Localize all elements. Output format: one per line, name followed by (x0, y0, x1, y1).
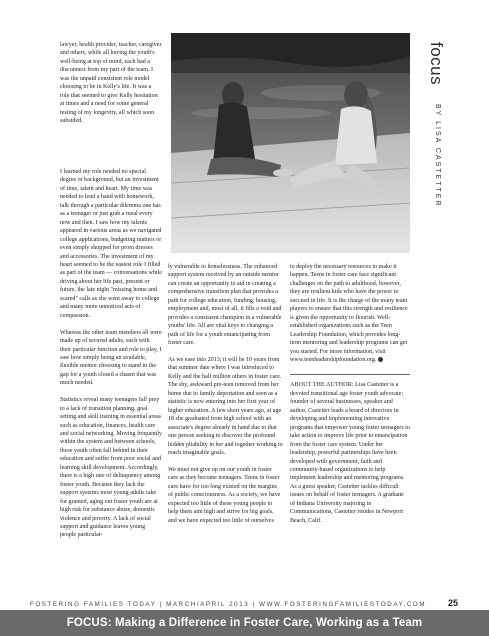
page-number: 25 (448, 598, 459, 608)
running-footer: FOSTERING FAMILIES TODAY | MARCH/APRIL 2013 | WWW.FOSTERINGFAMILIESTODAY.COM (30, 601, 427, 608)
photo-illustration (171, 33, 410, 253)
end-mark-icon (378, 357, 383, 362)
closing-paragraph-text: to deploy the necessary resources to make it happen. Teens in foster care face significant challenges on the path to adulthood, however, they are resilient kids who have the power to succeed in life. It is the charge of the many team players to ensure that this strength and resilience is given the opportunity to flourish. Well-established organizations such as the Teen Leadership Foundation, which provides long-term mentoring and leadership programs can get you started. For more information, visit www.teenleadershipfoundation.org. (290, 264, 408, 363)
author-bio-text: Lisa Castetter is a devoted transitional age foster youth advocate; founder of several businesses, speaker and author. Castetter leads a board of directors in developing and implementing innovative programs that empower young foster teenagers to take action to improve life prior to emancipation from the foster care system. Under her leadership, powerful partnerships have been developed with government, faith and community-based organizations to help implement leadership and mentoring programs. As a guest speaker, Castetter tackles difficult issues on behalf of foster teenagers. A graduate of Indiana University majoring in Communications, Castetter resides in Newport Beach, Calif. (290, 382, 410, 524)
body-paragraph: lawyer, health provider, teacher, caregiver and others, while all having the youth's well-being at top of mind, each had a disconnect from my part of the team. I was the unpaid consistent role model choosing to be in Kelly's life. It was a role that seemed to give Kelly hesitation at times and a need for some general testing of my longevity, all which soon subsided. (60, 42, 162, 125)
body-paragraph (290, 263, 410, 364)
body-paragraph: ly vulnerable to homelessness. The enhanced support system received by an outside mentor can create an opportunity to aid in creating a comprehensive transition plan that provides a path for college education, funding, housing, employment and, most of all, it fills a void and provides a consistent champion in a vulnerable youths' life. All are vital keys to changing a path of life for a youth emancipating from foster care. (168, 264, 282, 347)
divider (290, 374, 410, 375)
body-paragraph: Statistics reveal many teenagers fall prey to a lack of transition planning, goal setting and skill training in essential areas such as education, finances, health care and social networking. Moving frequently within the system and between schools, these youth often fall behind in their education and suffer from poor social and learning skill development. Accordingly, there is a high rate of delinquency among foster youth. Because they lack the support systems most young adults take for granted, aging out foster youth are at high risk for substance abuse, domestic violence and poverty. A lack of social support and guidance leaves young people particular- (60, 397, 162, 539)
column-1-bottom (60, 168, 162, 548)
body-paragraph: Whereas the other team members all were made up of secured adults, each with their particular function and role to play, I saw how simply being an available, flexible mentor choosing to stand in the gap for a youth closed a chasm that was much needed. (60, 329, 162, 387)
body-paragraph: As we ease into 2013; it will be 10 years from that summer date where I was introduced to Kelly and the half million others in foster care. The shy, awkward pre-teen removed from her home due to family deportation and seen as a statistic is now entering into her first year of higher education. A few short years ago, at age 18 she graduated from high school with an associate's degree already in hand due to that one person seeking to discover the profound hidden pliability in her and together working to reach imaginable goals. (168, 356, 283, 456)
article-photo-two-women-on-dock (171, 33, 410, 253)
byline: BY LISA CASTETTER (434, 104, 441, 208)
author-bio (290, 381, 410, 525)
article-title-banner: FOCUS: Making a Difference in Foster Care, Working as a Team (0, 610, 489, 636)
body-paragraph: We must not give up on our youth in foster care as they become teenagers. Teens in foster care have for too long existed on the margins of public consciousness. As a society, we have expected too little of these young people to help them aim high and strive for big goals, and we have expected too little of ourselves (168, 466, 281, 524)
column-3 (290, 263, 410, 534)
author-bio-label: ABOUT THE AUTHOR: (290, 382, 354, 389)
body-paragraph: I learned my role needed no special degree or background, but an investment of time, talent and heart. My time was needed to lend a hand with homework, talk through a particular dilemma one has as a teenager or just grab a meal every now and then. I saw how my talents appeared in various areas as we navigated college applications, budgeting matters or even simply shopped for prom dresses and accessories. The investment of my heart seemed to be the easiest role I filled as part of the team — conversations while driving about her life past, present or future, the late night "missing home and scared" calls as she went away to college and many more unnoticed acts of compassion. (60, 169, 162, 319)
column-2 (168, 263, 283, 533)
column-1-top (60, 41, 162, 126)
section-title-focus: focus (427, 42, 446, 86)
